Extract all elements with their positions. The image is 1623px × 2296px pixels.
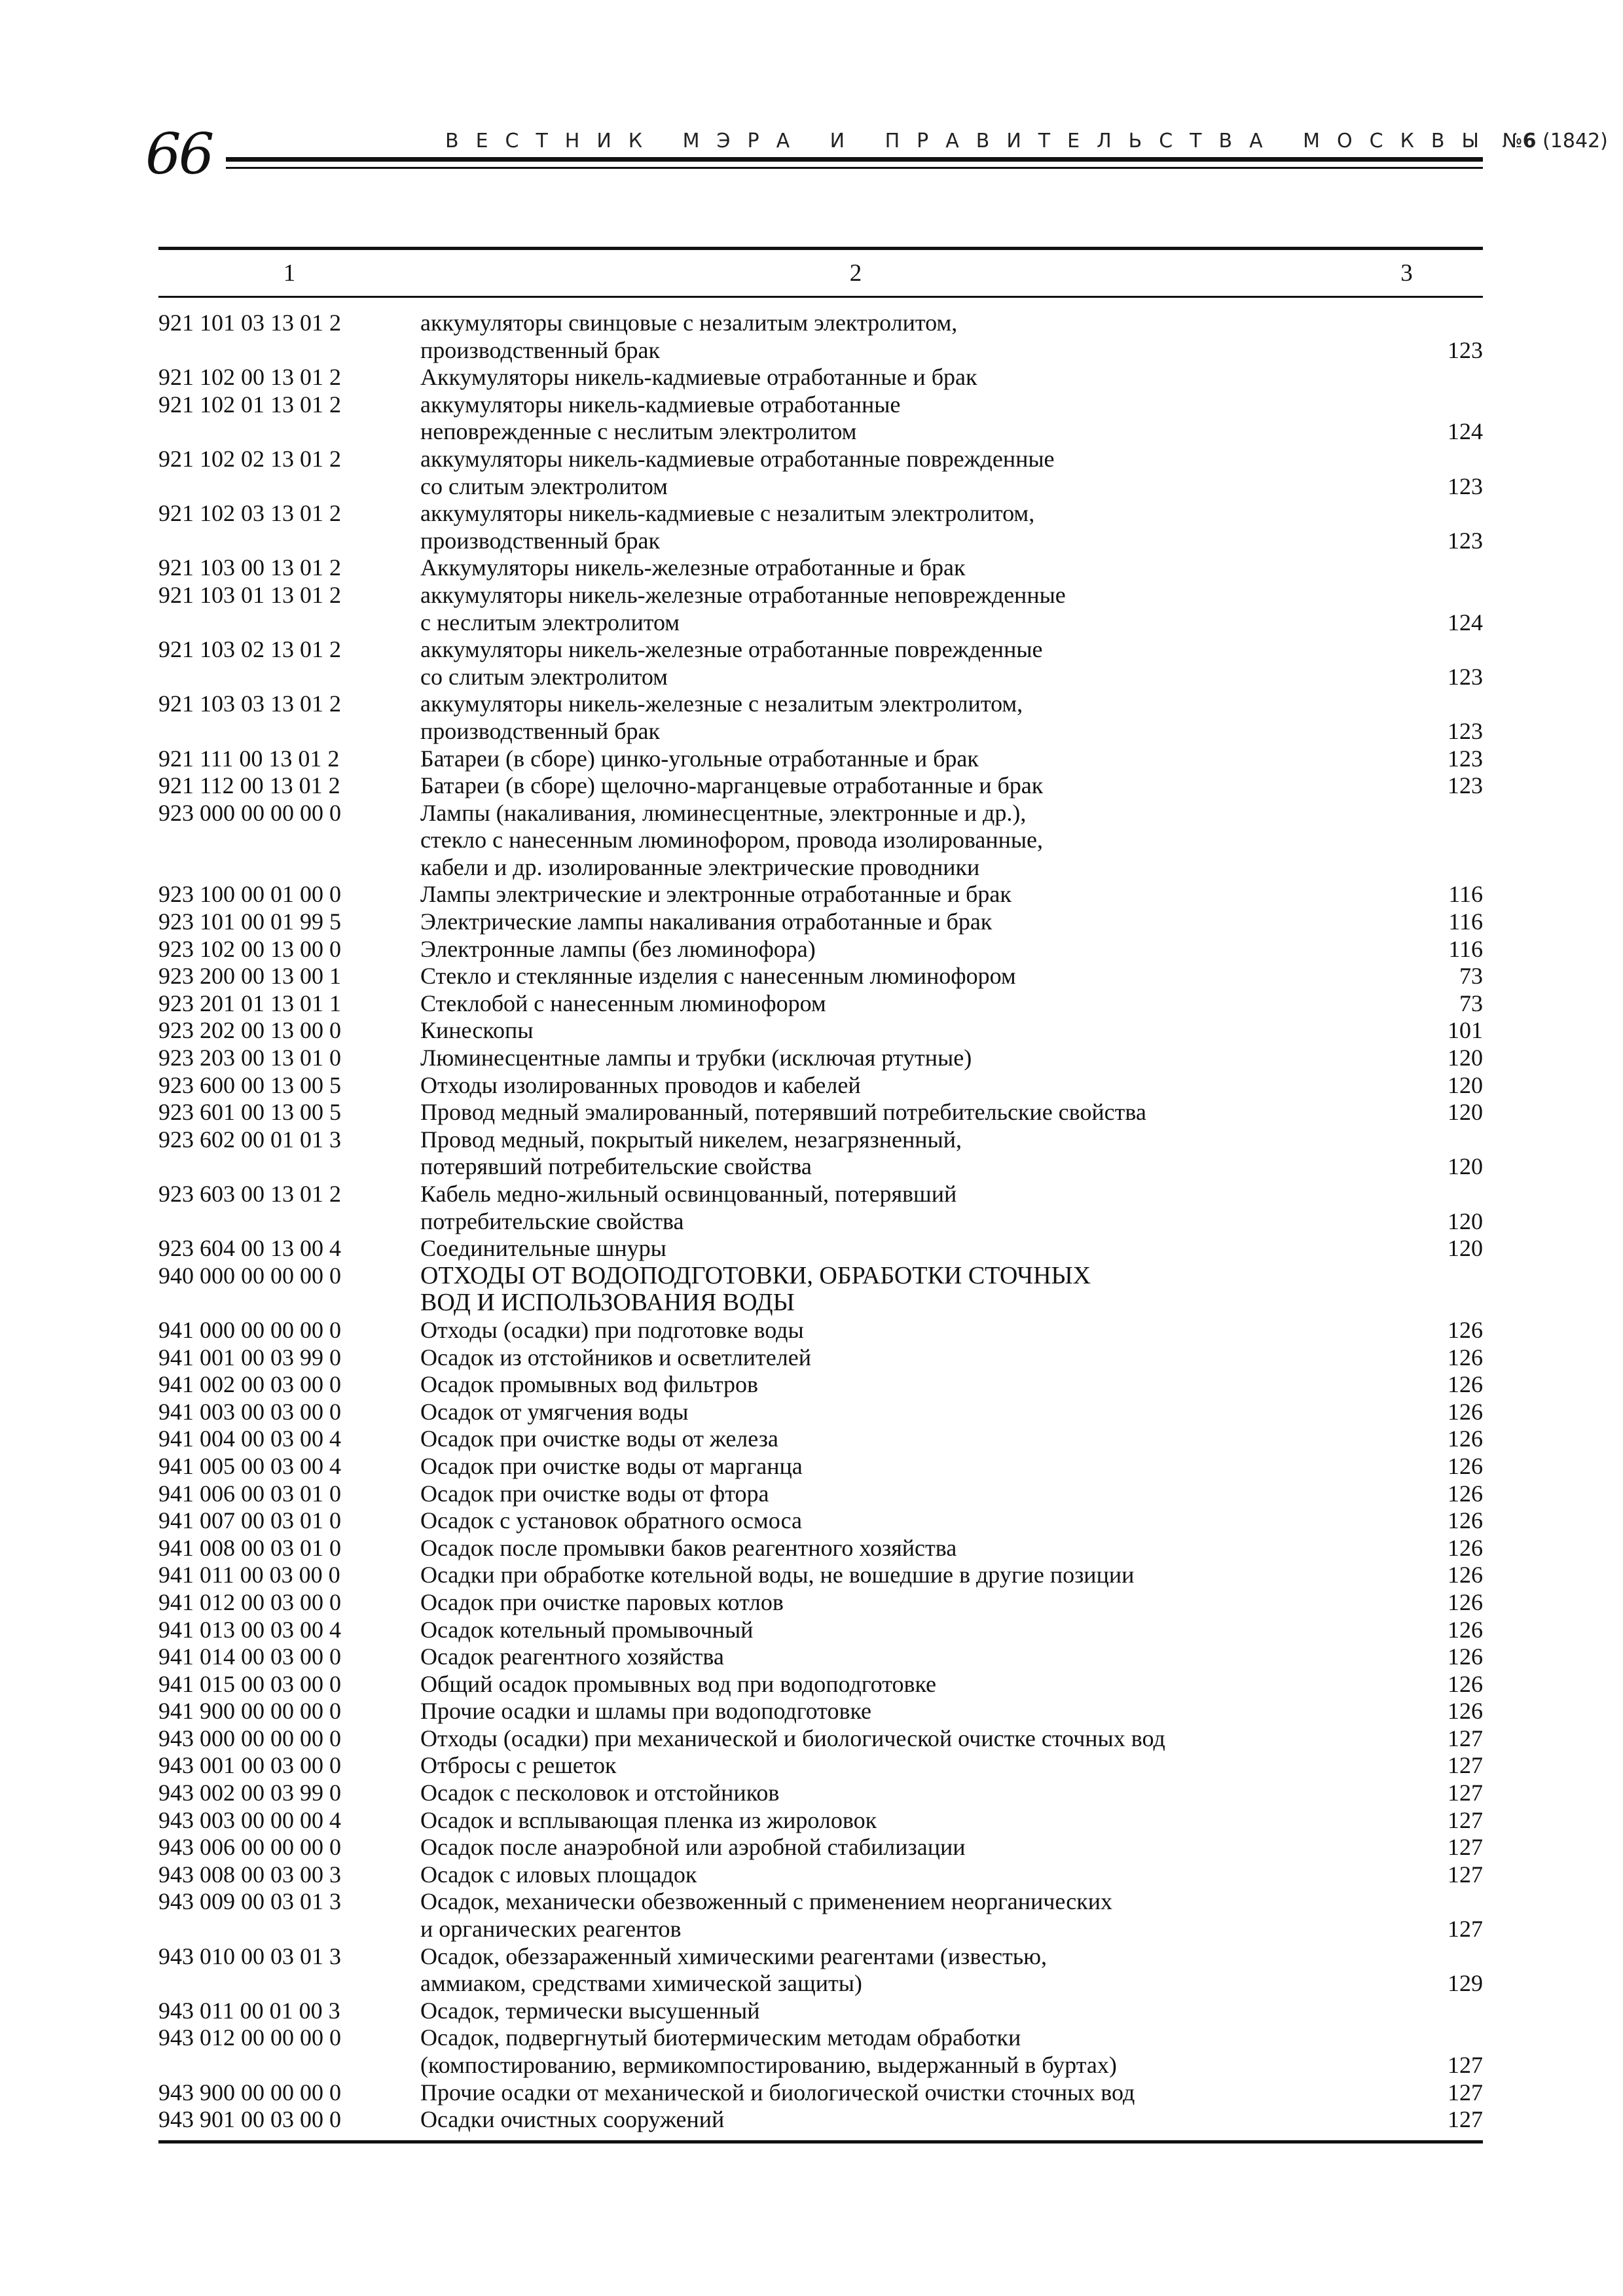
table-row bbox=[158, 1181, 1483, 1235]
reference-number: 127 bbox=[1448, 1834, 1483, 1861]
reference-number: 126 bbox=[1448, 1562, 1483, 1588]
reference-number: 123 bbox=[1448, 663, 1483, 690]
description-line: ОТХОДЫ ОТ ВОДОПОДГОТОВКИ, ОБРАБОТКИ СТОЧНЫХ bbox=[420, 1261, 1091, 1289]
table-row bbox=[158, 636, 1483, 691]
reference-number: 124 bbox=[1448, 418, 1483, 445]
table-row bbox=[158, 800, 1483, 882]
reference-number: 120 bbox=[1448, 1208, 1483, 1234]
description-line: Электронные лампы (без люминофора) bbox=[420, 935, 816, 962]
waste-description bbox=[420, 1453, 1402, 1480]
table-row bbox=[158, 1426, 1483, 1453]
reference-number bbox=[1402, 1263, 1483, 1317]
description-line: Осадок с иловых площадок bbox=[420, 1861, 697, 1888]
description-line: Осадок после анаэробной или аэробной стабилизации bbox=[420, 1834, 966, 1861]
description-line: Люминесцентные лампы и трубки (исключая ртутные) bbox=[420, 1045, 972, 1071]
running-title bbox=[445, 130, 1608, 152]
waste-description bbox=[420, 1725, 1402, 1753]
description-line: Общий осадок промывных вод при водоподготовке bbox=[420, 1670, 937, 1697]
table-row bbox=[158, 1562, 1483, 1589]
table-row bbox=[158, 2106, 1483, 2134]
description-line: Осадок при очистке воды от марганца bbox=[420, 1452, 803, 1479]
waste-description bbox=[420, 446, 1402, 500]
table-row bbox=[158, 1099, 1483, 1126]
waste-code: 943 002 00 03 99 0 bbox=[158, 1780, 341, 1806]
description-line: Осадок от умягчения воды bbox=[420, 1398, 689, 1425]
description-line: Осадки очистных сооружений bbox=[420, 2106, 725, 2133]
reference-number: 126 bbox=[1448, 1588, 1483, 1615]
table-row bbox=[158, 1399, 1483, 1426]
table-row bbox=[158, 500, 1483, 554]
waste-description bbox=[420, 1344, 1402, 1372]
waste-code: 941 007 00 03 01 0 bbox=[158, 1507, 341, 1534]
table-row bbox=[158, 1643, 1483, 1671]
waste-description bbox=[420, 636, 1402, 691]
table-row bbox=[158, 1861, 1483, 1889]
waste-description bbox=[420, 1263, 1402, 1317]
table-row bbox=[158, 1263, 1483, 1317]
waste-description bbox=[420, 500, 1402, 554]
page-number: 66 bbox=[145, 122, 212, 187]
waste-code: 943 010 00 03 01 3 bbox=[158, 1943, 341, 1969]
waste-description bbox=[420, 908, 1402, 936]
description-line: Осадок при очистке паровых котлов bbox=[420, 1588, 784, 1615]
waste-description bbox=[420, 1562, 1402, 1589]
table-row bbox=[158, 1371, 1483, 1399]
waste-code: 941 008 00 03 01 0 bbox=[158, 1534, 341, 1561]
waste-code: 941 014 00 03 00 0 bbox=[158, 1643, 341, 1670]
description-line: аммиаком, средствами химической защиты) bbox=[420, 1970, 862, 1997]
table-row bbox=[158, 310, 1483, 364]
reference-number: 123 bbox=[1448, 527, 1483, 554]
waste-code: 940 000 00 00 00 0 bbox=[158, 1262, 341, 1289]
waste-code: 943 003 00 00 00 4 bbox=[158, 1806, 341, 1833]
column-header-3: 3 bbox=[1400, 259, 1413, 287]
waste-description bbox=[420, 364, 1402, 391]
description-line: производственный брак bbox=[420, 717, 661, 744]
waste-description bbox=[420, 1671, 1402, 1698]
reference-number: 120 bbox=[1448, 1153, 1483, 1180]
description-line: Осадок, термически высушенный bbox=[420, 1997, 760, 2024]
reference-number: 123 bbox=[1448, 745, 1483, 772]
waste-description bbox=[420, 2106, 1402, 2134]
description-line: Осадок при очистке воды от фтора bbox=[420, 1480, 769, 1507]
waste-description bbox=[420, 1535, 1402, 1562]
waste-description bbox=[420, 1998, 1402, 2025]
table-row bbox=[158, 1072, 1483, 1100]
waste-code: 941 006 00 03 01 0 bbox=[158, 1480, 341, 1507]
description-line: Лампы электрические и электронные отработанные и брак bbox=[420, 881, 1012, 908]
description-line: Осадок с установок обратного осмоса bbox=[420, 1507, 802, 1534]
waste-code: 943 011 00 01 00 3 bbox=[158, 1997, 340, 2024]
table-row bbox=[158, 1344, 1483, 1372]
waste-description bbox=[420, 1752, 1402, 1780]
reference-number: 126 bbox=[1448, 1507, 1483, 1534]
table-row bbox=[158, 936, 1483, 963]
table-row bbox=[158, 1807, 1483, 1835]
description-line: Кабель медно-жильный освинцованный, потерявший bbox=[420, 1181, 957, 1207]
table-row bbox=[158, 990, 1483, 1018]
description-line: Провод медный эмалированный, потерявший потребительские свойства bbox=[420, 1099, 1146, 1126]
waste-code: 921 111 00 13 01 2 bbox=[158, 745, 340, 772]
issue-prefix: № bbox=[1502, 130, 1523, 152]
reference-number: 123 bbox=[1448, 336, 1483, 363]
description-line: аккумуляторы никель-кадмиевые отработанные bbox=[420, 391, 901, 418]
table-row bbox=[158, 1535, 1483, 1562]
table-row bbox=[158, 908, 1483, 936]
table-row bbox=[158, 1888, 1483, 1943]
waste-description bbox=[420, 1589, 1402, 1617]
waste-code: 921 102 00 13 01 2 bbox=[158, 364, 341, 391]
waste-description bbox=[420, 1317, 1402, 1344]
reference-number bbox=[1402, 364, 1483, 391]
reference-number: 127 bbox=[1448, 2079, 1483, 2106]
reference-number: 73 bbox=[1459, 963, 1483, 990]
waste-code: 921 103 00 13 01 2 bbox=[158, 554, 341, 581]
waste-description bbox=[420, 881, 1402, 908]
reference-number: 126 bbox=[1448, 1371, 1483, 1398]
description-line: и органических реагентов bbox=[420, 1916, 682, 1943]
table-row bbox=[158, 2079, 1483, 2107]
table-row bbox=[158, 1017, 1483, 1045]
waste-description bbox=[420, 745, 1402, 773]
table-row bbox=[158, 1752, 1483, 1780]
waste-code: 921 102 03 13 01 2 bbox=[158, 500, 341, 527]
reference-number: 126 bbox=[1448, 1534, 1483, 1561]
waste-description bbox=[420, 1017, 1402, 1045]
waste-description bbox=[420, 554, 1402, 582]
description-line: Отходы (осадки) при механической и биологической очистке сточных вод bbox=[420, 1725, 1165, 1751]
reference-number: 101 bbox=[1448, 1017, 1483, 1044]
description-line: Электрические лампы накаливания отработанные и брак bbox=[420, 908, 993, 935]
reference-number: 123 bbox=[1448, 772, 1483, 799]
waste-code: 923 603 00 13 01 2 bbox=[158, 1181, 341, 1207]
waste-description bbox=[420, 1617, 1402, 1644]
waste-description bbox=[420, 1126, 1402, 1181]
description-line: аккумуляторы никель-железные отработанные поврежденные bbox=[420, 636, 1043, 663]
waste-description bbox=[420, 1399, 1402, 1426]
table-row bbox=[158, 1698, 1483, 1725]
waste-code: 941 012 00 03 00 0 bbox=[158, 1588, 341, 1615]
description-line: Аккумуляторы никель-железные отработанные и брак bbox=[420, 554, 966, 581]
description-line: неповрежденные с неслитым электролитом bbox=[420, 418, 857, 445]
description-line: производственный брак bbox=[420, 336, 661, 363]
header-rule-thin bbox=[226, 167, 1483, 169]
waste-code: 923 200 00 13 00 1 bbox=[158, 963, 341, 990]
reference-number: 126 bbox=[1448, 1316, 1483, 1343]
reference-number: 123 bbox=[1448, 717, 1483, 744]
reference-number: 126 bbox=[1448, 1698, 1483, 1725]
waste-code: 923 604 00 13 00 4 bbox=[158, 1235, 341, 1262]
description-line: Соединительные шнуры bbox=[420, 1235, 666, 1262]
description-line: аккумуляторы свинцовые с незалитым электролитом, bbox=[420, 310, 958, 336]
description-line: Батареи (в сборе) щелочно-марганцевые отработанные и брак bbox=[420, 772, 1044, 799]
waste-description bbox=[420, 1426, 1402, 1453]
waste-code: 923 102 00 13 00 0 bbox=[158, 935, 341, 962]
description-line: потерявший потребительские свойства bbox=[420, 1153, 812, 1180]
table-row bbox=[158, 364, 1483, 391]
waste-description bbox=[420, 963, 1402, 990]
reference-number: 126 bbox=[1448, 1452, 1483, 1479]
waste-code: 923 202 00 13 00 0 bbox=[158, 1017, 341, 1044]
waste-code: 943 901 00 03 00 0 bbox=[158, 2106, 341, 2133]
waste-description bbox=[420, 1072, 1402, 1100]
waste-code: 943 900 00 00 00 0 bbox=[158, 2079, 341, 2106]
waste-code: 941 013 00 03 00 4 bbox=[158, 1616, 341, 1643]
description-line: со слитым электролитом bbox=[420, 663, 668, 690]
waste-description bbox=[420, 582, 1402, 636]
reference-number: 123 bbox=[1448, 473, 1483, 499]
waste-code: 921 112 00 13 01 2 bbox=[158, 772, 340, 799]
table-row bbox=[158, 691, 1483, 745]
description-line: аккумуляторы никель-кадмиевые отработанные поврежденные bbox=[420, 445, 1055, 472]
table-row bbox=[158, 1507, 1483, 1535]
description-line: Прочие осадки от механической и биологической очистки сточных вод bbox=[420, 2079, 1135, 2106]
description-line: Осадок промывных вод фильтров bbox=[420, 1371, 759, 1398]
waste-code: 941 000 00 00 00 0 bbox=[158, 1316, 341, 1343]
issue-suffix: (1842) bbox=[1542, 130, 1608, 152]
waste-code: 943 008 00 03 00 3 bbox=[158, 1861, 341, 1888]
waste-code: 941 004 00 03 00 4 bbox=[158, 1426, 341, 1452]
description-line: Осадок после промывки баков реагентного хозяйства bbox=[420, 1534, 957, 1561]
description-line: со слитым электролитом bbox=[420, 473, 668, 499]
table-row bbox=[158, 1617, 1483, 1644]
waste-description bbox=[420, 1780, 1402, 1807]
description-line: Батареи (в сборе) цинко-угольные отработанные и брак bbox=[420, 745, 979, 772]
reference-number: 129 bbox=[1448, 1970, 1483, 1997]
header-rule-thick bbox=[226, 157, 1483, 162]
waste-code: 941 011 00 03 00 0 bbox=[158, 1562, 340, 1588]
waste-code: 941 001 00 03 99 0 bbox=[158, 1344, 341, 1371]
reference-number: 126 bbox=[1448, 1426, 1483, 1452]
waste-code: 923 601 00 13 00 5 bbox=[158, 1099, 341, 1126]
reference-number: 127 bbox=[1448, 1916, 1483, 1943]
waste-code: 941 003 00 03 00 0 bbox=[158, 1398, 341, 1425]
reference-number: 126 bbox=[1448, 1398, 1483, 1425]
reference-number: 120 bbox=[1448, 1045, 1483, 1071]
table-row bbox=[158, 1045, 1483, 1072]
table-row bbox=[158, 554, 1483, 582]
description-line: Аккумуляторы никель-кадмиевые отработанные и брак bbox=[420, 364, 977, 391]
reference-number: 124 bbox=[1448, 609, 1483, 636]
reference-number bbox=[1402, 554, 1483, 582]
table-row bbox=[158, 963, 1483, 990]
waste-code: 921 102 02 13 01 2 bbox=[158, 445, 341, 472]
waste-code: 921 103 02 13 01 2 bbox=[158, 636, 341, 663]
waste-description bbox=[420, 1181, 1402, 1235]
description-line: кабели и др. изолированные электрические проводники bbox=[420, 853, 980, 880]
table-row bbox=[158, 582, 1483, 636]
waste-code: 941 015 00 03 00 0 bbox=[158, 1670, 341, 1697]
description-line: Осадок котельный промывочный bbox=[420, 1616, 754, 1643]
waste-code: 923 000 00 00 00 0 bbox=[158, 799, 341, 826]
description-line: Осадок, механически обезвоженный с применением неорганических bbox=[420, 1888, 1112, 1915]
publication-title: ВЕСТНИК МЭРА И ПРАВИТЕЛЬСТВА МОСКВЫ bbox=[445, 130, 1496, 152]
waste-code: 941 002 00 03 00 0 bbox=[158, 1371, 341, 1398]
description-line: Осадок, подвергнутый биотермическим методам обработки bbox=[420, 2024, 1021, 2051]
table-row bbox=[158, 1317, 1483, 1344]
waste-description bbox=[420, 772, 1402, 800]
waste-code: 923 203 00 13 01 0 bbox=[158, 1045, 341, 1071]
table-row bbox=[158, 1235, 1483, 1263]
description-line: Кинескопы bbox=[420, 1017, 534, 1044]
waste-description bbox=[420, 1834, 1402, 1861]
waste-description bbox=[420, 800, 1402, 882]
description-line: Отходы изолированных проводов и кабелей bbox=[420, 1071, 861, 1098]
reference-number bbox=[1402, 1998, 1483, 2025]
waste-description bbox=[420, 1943, 1402, 1998]
waste-description bbox=[420, 1045, 1402, 1072]
table-row bbox=[158, 1480, 1483, 1508]
description-line: Осадок и всплывающая пленка из жироловок bbox=[420, 1806, 877, 1833]
reference-number: 116 bbox=[1448, 935, 1483, 962]
issue-number bbox=[1502, 130, 1607, 152]
waste-description bbox=[420, 1480, 1402, 1508]
description-line: Провод медный, покрытый никелем, незагрязненный, bbox=[420, 1126, 962, 1153]
table-row bbox=[158, 881, 1483, 908]
description-line: ВОД И ИСПОЛЬЗОВАНИЯ ВОДЫ bbox=[420, 1289, 795, 1317]
table-row bbox=[158, 1780, 1483, 1807]
reference-number: 120 bbox=[1448, 1235, 1483, 1262]
waste-description bbox=[420, 1807, 1402, 1835]
table-row bbox=[158, 1453, 1483, 1480]
table-row bbox=[158, 745, 1483, 773]
table-body bbox=[158, 298, 1483, 2140]
description-line: аккумуляторы никель-кадмиевые с незалитым электролитом, bbox=[420, 500, 1035, 527]
waste-code: 923 201 01 13 01 1 bbox=[158, 990, 341, 1016]
reference-number: 127 bbox=[1448, 1725, 1483, 1751]
waste-code: 921 102 01 13 01 2 bbox=[158, 391, 341, 418]
waste-description bbox=[420, 1643, 1402, 1671]
reference-number: 126 bbox=[1448, 1344, 1483, 1371]
reference-number: 116 bbox=[1448, 881, 1483, 908]
waste-description bbox=[420, 1698, 1402, 1725]
waste-code: 923 101 00 01 99 5 bbox=[158, 908, 341, 935]
reference-number: 126 bbox=[1448, 1643, 1483, 1670]
description-line: стекло с нанесенным люминофором, провода изолированные, bbox=[420, 827, 1044, 853]
description-line: (компостированию, вермикомпостированию, выдержанный в буртах) bbox=[420, 2052, 1117, 2078]
description-line: Лампы (накаливания, люминесцентные, электронные и др.), bbox=[420, 799, 1027, 826]
description-line: Отбросы с решеток bbox=[420, 1752, 617, 1779]
table-column-header bbox=[158, 250, 1483, 296]
waste-code: 923 602 00 01 01 3 bbox=[158, 1126, 341, 1153]
reference-number: 127 bbox=[1448, 2106, 1483, 2133]
description-line: потребительские свойства bbox=[420, 1208, 684, 1234]
reference-number: 120 bbox=[1448, 1071, 1483, 1098]
reference-number: 126 bbox=[1448, 1670, 1483, 1697]
waste-description bbox=[420, 691, 1402, 745]
waste-description bbox=[420, 391, 1402, 446]
waste-description bbox=[420, 1235, 1402, 1263]
reference-number: 127 bbox=[1448, 1806, 1483, 1833]
waste-description bbox=[420, 2024, 1402, 2079]
waste-code: 943 006 00 00 00 0 bbox=[158, 1834, 341, 1861]
description-line: аккумуляторы никель-железные с незалитым электролитом, bbox=[420, 691, 1023, 717]
table-row bbox=[158, 2024, 1483, 2079]
column-header-1: 1 bbox=[283, 259, 296, 287]
table-bottom-rule bbox=[158, 2140, 1483, 2144]
description-line: аккумуляторы никель-железные отработанные неповрежденные bbox=[420, 581, 1066, 608]
table-row bbox=[158, 446, 1483, 500]
table-row bbox=[158, 1725, 1483, 1753]
waste-code: 921 101 03 13 01 2 bbox=[158, 310, 341, 336]
waste-code: 943 012 00 00 00 0 bbox=[158, 2024, 341, 2051]
table-row bbox=[158, 1126, 1483, 1181]
issue-number-value: 6 bbox=[1522, 130, 1537, 152]
reference-number: 73 bbox=[1459, 990, 1483, 1016]
description-line: производственный брак bbox=[420, 527, 661, 554]
waste-description bbox=[420, 2079, 1402, 2107]
table-row bbox=[158, 1943, 1483, 1998]
reference-number: 126 bbox=[1448, 1480, 1483, 1507]
waste-description bbox=[420, 1507, 1402, 1535]
waste-code: 943 001 00 03 00 0 bbox=[158, 1752, 341, 1779]
reference-number: 127 bbox=[1448, 2052, 1483, 2078]
description-line: Стекло и стеклянные изделия с нанесенным люминофором bbox=[420, 963, 1016, 990]
reference-number: 126 bbox=[1448, 1616, 1483, 1643]
reference-number: 127 bbox=[1448, 1780, 1483, 1806]
description-line: Осадок при очистке воды от железа bbox=[420, 1426, 778, 1452]
description-line: Осадок из отстойников и осветлителей bbox=[420, 1344, 811, 1371]
waste-code: 923 100 00 01 00 0 bbox=[158, 881, 341, 908]
waste-description bbox=[420, 310, 1402, 364]
description-line: Стеклобой с нанесенным люминофором bbox=[420, 990, 826, 1016]
waste-description bbox=[420, 1371, 1402, 1399]
waste-code: 921 103 03 13 01 2 bbox=[158, 691, 341, 717]
reference-number: 127 bbox=[1448, 1861, 1483, 1888]
waste-description bbox=[420, 990, 1402, 1018]
description-line: с неслитым электролитом bbox=[420, 609, 680, 636]
waste-description bbox=[420, 1861, 1402, 1889]
waste-code: 941 005 00 03 00 4 bbox=[158, 1452, 341, 1479]
description-line: Осадки при обработке котельной воды, не вошедшие в другие позиции bbox=[420, 1562, 1135, 1588]
description-line: Прочие осадки и шламы при водоподготовке bbox=[420, 1698, 872, 1725]
reference-number: 116 bbox=[1448, 908, 1483, 935]
description-line: Осадок реагентного хозяйства bbox=[420, 1643, 724, 1670]
table-row bbox=[158, 1834, 1483, 1861]
waste-code: 943 009 00 03 01 3 bbox=[158, 1888, 341, 1915]
waste-description bbox=[420, 936, 1402, 963]
description-line: Осадок, обеззараженный химическими реагентами (известью, bbox=[420, 1943, 1048, 1969]
reference-number: 127 bbox=[1448, 1752, 1483, 1779]
reference-number: 120 bbox=[1448, 1099, 1483, 1126]
waste-classification-table bbox=[158, 247, 1483, 2144]
waste-description bbox=[420, 1099, 1402, 1126]
reference-number bbox=[1402, 800, 1483, 882]
table-row bbox=[158, 1998, 1483, 2025]
table-row bbox=[158, 391, 1483, 446]
waste-description bbox=[420, 1888, 1402, 1943]
table-row bbox=[158, 772, 1483, 800]
waste-code: 921 103 01 13 01 2 bbox=[158, 581, 341, 608]
table-row bbox=[158, 1671, 1483, 1698]
waste-code: 923 600 00 13 00 5 bbox=[158, 1071, 341, 1098]
description-line: Осадок с песколовок и отстойников bbox=[420, 1780, 780, 1806]
waste-code: 941 900 00 00 00 0 bbox=[158, 1698, 341, 1725]
column-header-2: 2 bbox=[849, 259, 862, 287]
table-row bbox=[158, 1589, 1483, 1617]
waste-code: 943 000 00 00 00 0 bbox=[158, 1725, 341, 1751]
description-line: Отходы (осадки) при подготовке воды bbox=[420, 1316, 804, 1343]
